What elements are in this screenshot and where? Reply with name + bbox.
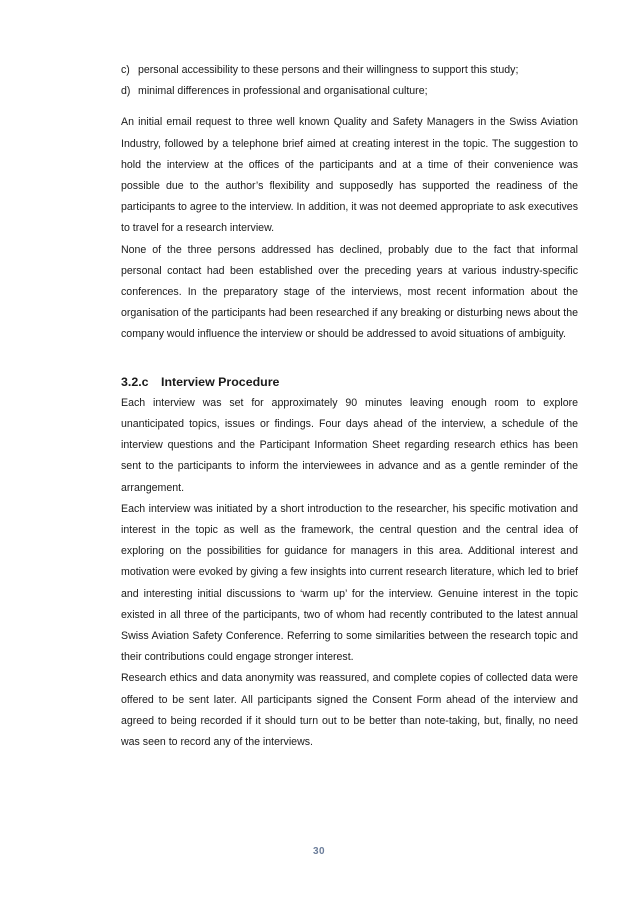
spacer <box>121 102 578 112</box>
list-item-text: personal accessibility to these persons and their willingness to support this study; <box>138 64 519 76</box>
section-title: Interview Procedure <box>161 374 280 389</box>
section-number: 3.2.c <box>121 374 149 389</box>
paragraph-interview-schedule: Each interview was set for approximately 90 minutes leaving enough room to explore unanticipated topics, issues or findings. Four days ahead of the interview, a schedule of the interview questions and the Participant Information Sheet regarding research ethics has been sent to the participants to inform the interviewees in advance and as a gentle reminder of the arrangement. <box>121 396 578 494</box>
section-heading <box>121 372 578 393</box>
list-item-text: minimal differences in professional and organisational culture; <box>138 85 428 98</box>
list-item-d <box>121 81 578 102</box>
page-content <box>121 60 578 753</box>
paragraph-no-decline: None of the three persons addressed has declined, probably due to the fact that informal personal contact had been established over the preceding years at various industry-specific conferences. In the preparatory stage of the interviews, most recent information about the organisation of the participants had been researched if any breaking or disturbing news about the company would influence the interview or should be addressed to avoid situations of ambiguity. <box>121 243 578 341</box>
paragraph-interview-introduction: Each interview was initiated by a short introduction to the researcher, his specific motivation and interest in the topic as well as the framework, the central question and the central idea of exploring on the possibilities for guidance for managers in this area. Additional interest and motivation were evoked by giving a few insights into current research literature, which led to brief and interesting initial discussions to ‘warm up’ for the interview. Genuine interest in the topic existed in all three of the participants, two of whom had recently contributed to the latest annual Swiss Aviation Safety Conference. Referring to some similarities between the research topic and their contributions could engage stronger interest. <box>121 502 578 664</box>
list-marker: d) <box>121 85 131 98</box>
list-item-c <box>121 60 578 81</box>
page-number: 30 <box>312 846 326 857</box>
paragraph-initial-request: An initial email request to three well known Quality and Safety Managers in the Swiss Aviation Industry, followed by a telephone brief aimed at creating interest in the topic. The suggestion to hold the interview at the offices of the participants and at a time of their convenience was possible due to the author’s flexibility and supposedly has supported the readiness of the participants to agree to the interview. In addition, it was not deemed appropriate to ask executives to travel for a research interview. <box>121 116 578 235</box>
paragraph-research-ethics: Research ethics and data anonymity was reassured, and complete copies of collected data were offered to be sent later. All participants signed the Consent Form ahead of the interview and agreed to being recorded if it should turn out to be better than note-taking, but, finally, no need was seen to record any of the interviews. <box>121 672 578 749</box>
spacer <box>121 346 578 372</box>
list-marker: c) <box>121 64 130 76</box>
